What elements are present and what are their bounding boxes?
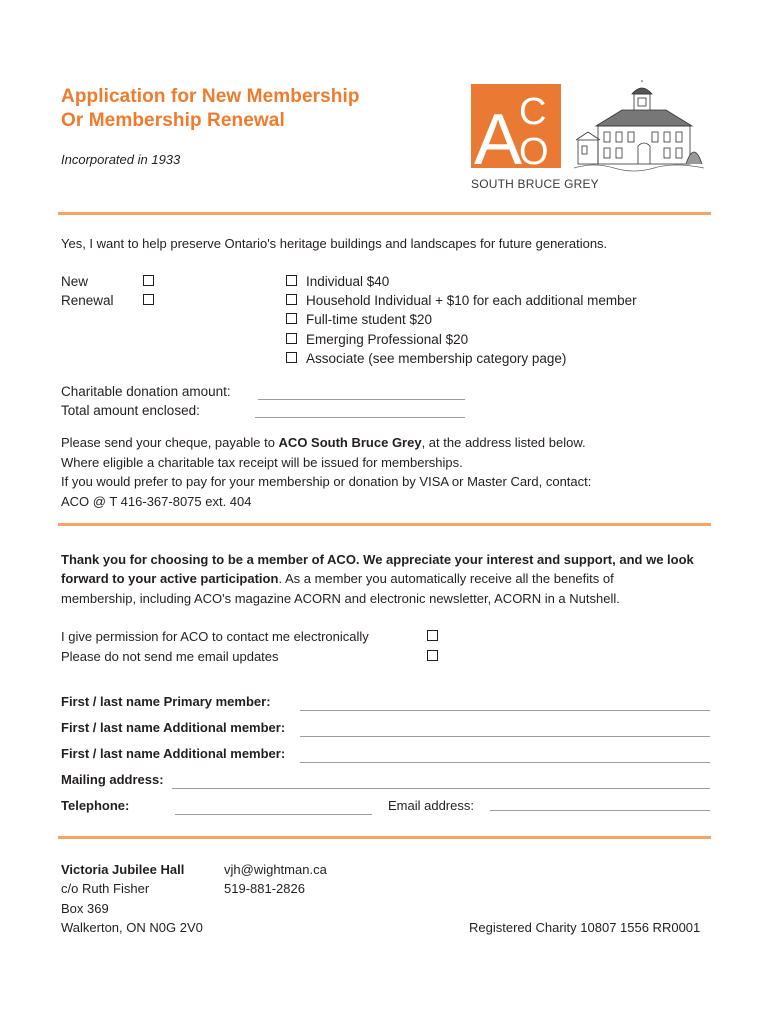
category-label: Household Individual + $10 for each additional member — [306, 293, 637, 308]
new-label: New — [61, 274, 89, 289]
new-checkbox[interactable] — [143, 275, 154, 286]
additional-member-field-2[interactable] — [300, 762, 710, 763]
logo-letter-c: C — [519, 91, 547, 133]
section-divider — [58, 523, 711, 526]
total-amount-field[interactable] — [255, 417, 465, 418]
additional-member-field-1[interactable] — [300, 736, 710, 737]
additional-member-label: First / last name Additional member: — [61, 720, 286, 735]
thanks-rest: . As a member you automatically receive all the benefits of — [278, 571, 614, 586]
footer-email: vjh@wightman.ca — [224, 862, 327, 877]
renewal-label: Renewal — [61, 293, 114, 308]
category-label: Full-time student $20 — [306, 312, 433, 327]
category-checkbox-individual[interactable] — [286, 275, 297, 286]
thanks-line-2 — [61, 569, 614, 589]
category-label: Individual $40 — [306, 274, 390, 289]
payment-line-2: Where eligible a charitable tax receipt will be issued for memberships. — [61, 455, 463, 470]
hall-illustration — [574, 80, 704, 176]
no-email-label: Please do not send me email updates — [61, 649, 279, 664]
payee-name: ACO South Bruce Grey — [278, 435, 422, 450]
renewal-checkbox[interactable] — [143, 294, 154, 305]
incorporated-note: Incorporated in 1933 — [61, 152, 181, 167]
logo-caption: SOUTH BRUCE GREY — [471, 177, 599, 191]
primary-member-label: First / last name Primary member: — [61, 694, 271, 709]
telephone-label: Telephone: — [61, 798, 130, 813]
payment-line-3: If you would prefer to pay for your membership or donation by VISA or Master Card, contact: — [61, 474, 592, 489]
mailing-address-label: Mailing address: — [61, 772, 164, 787]
category-checkbox-emerging[interactable] — [286, 333, 297, 344]
thanks-line-1: Thank you for choosing to be a member of ACO. We appreciate your interest and support, and we look — [61, 552, 694, 567]
primary-member-field[interactable] — [300, 710, 710, 711]
donation-label: Charitable donation amount: — [61, 384, 231, 399]
charity-number: Registered Charity 10807 1556 RR0001 — [469, 920, 701, 935]
section-divider — [58, 212, 711, 215]
title-line-1: Application for New Membership — [61, 86, 360, 107]
payment-text: , at the address listed below. — [421, 435, 586, 450]
contact-permission-checkbox[interactable] — [427, 630, 438, 641]
category-checkbox-associate[interactable] — [286, 352, 297, 363]
footer-venue: Victoria Jubilee Hall — [61, 862, 185, 877]
footer-phone: 519-881-2826 — [224, 881, 305, 896]
intro-text: Yes, I want to help preserve Ontario's heritage buildings and landscapes for future generations. — [61, 236, 608, 251]
category-label: Associate (see membership category page) — [306, 351, 567, 366]
no-email-checkbox[interactable] — [427, 650, 438, 661]
category-checkbox-household[interactable] — [286, 294, 297, 305]
mailing-address-field[interactable] — [172, 788, 710, 789]
category-label: Emerging Professional $20 — [306, 332, 469, 347]
email-label: Email address: — [388, 798, 474, 813]
telephone-field[interactable] — [175, 814, 372, 815]
category-checkbox-student[interactable] — [286, 313, 297, 324]
footer-box: Box 369 — [61, 901, 109, 916]
contact-permission-label: I give permission for ACO to contact me electronically — [61, 629, 369, 644]
aco-logo — [471, 84, 561, 168]
donation-amount-field[interactable] — [258, 399, 465, 400]
footer-city: Walkerton, ON N0G 2V0 — [61, 920, 203, 935]
additional-member-label: First / last name Additional member: — [61, 746, 286, 761]
payment-line-1 — [61, 433, 586, 453]
thanks-line-3: membership, including ACO's magazine ACORN and electronic newsletter, ACORN in a Nutshell. — [61, 591, 620, 606]
logo-letter-a: A — [474, 100, 523, 168]
total-label: Total amount enclosed: — [61, 403, 200, 418]
email-field[interactable] — [490, 810, 710, 811]
logo-letter-o: O — [519, 131, 549, 168]
payment-line-4: ACO @ T 416-367-8075 ext. 404 — [61, 494, 252, 509]
payment-text: Please send your cheque, payable to — [61, 435, 279, 450]
section-divider — [58, 836, 711, 839]
page-title — [61, 85, 360, 133]
footer-contact: c/o Ruth Fisher — [61, 881, 150, 896]
thanks-bold: forward to your active participation — [61, 571, 279, 586]
title-line-2: Or Membership Renewal — [61, 110, 285, 131]
